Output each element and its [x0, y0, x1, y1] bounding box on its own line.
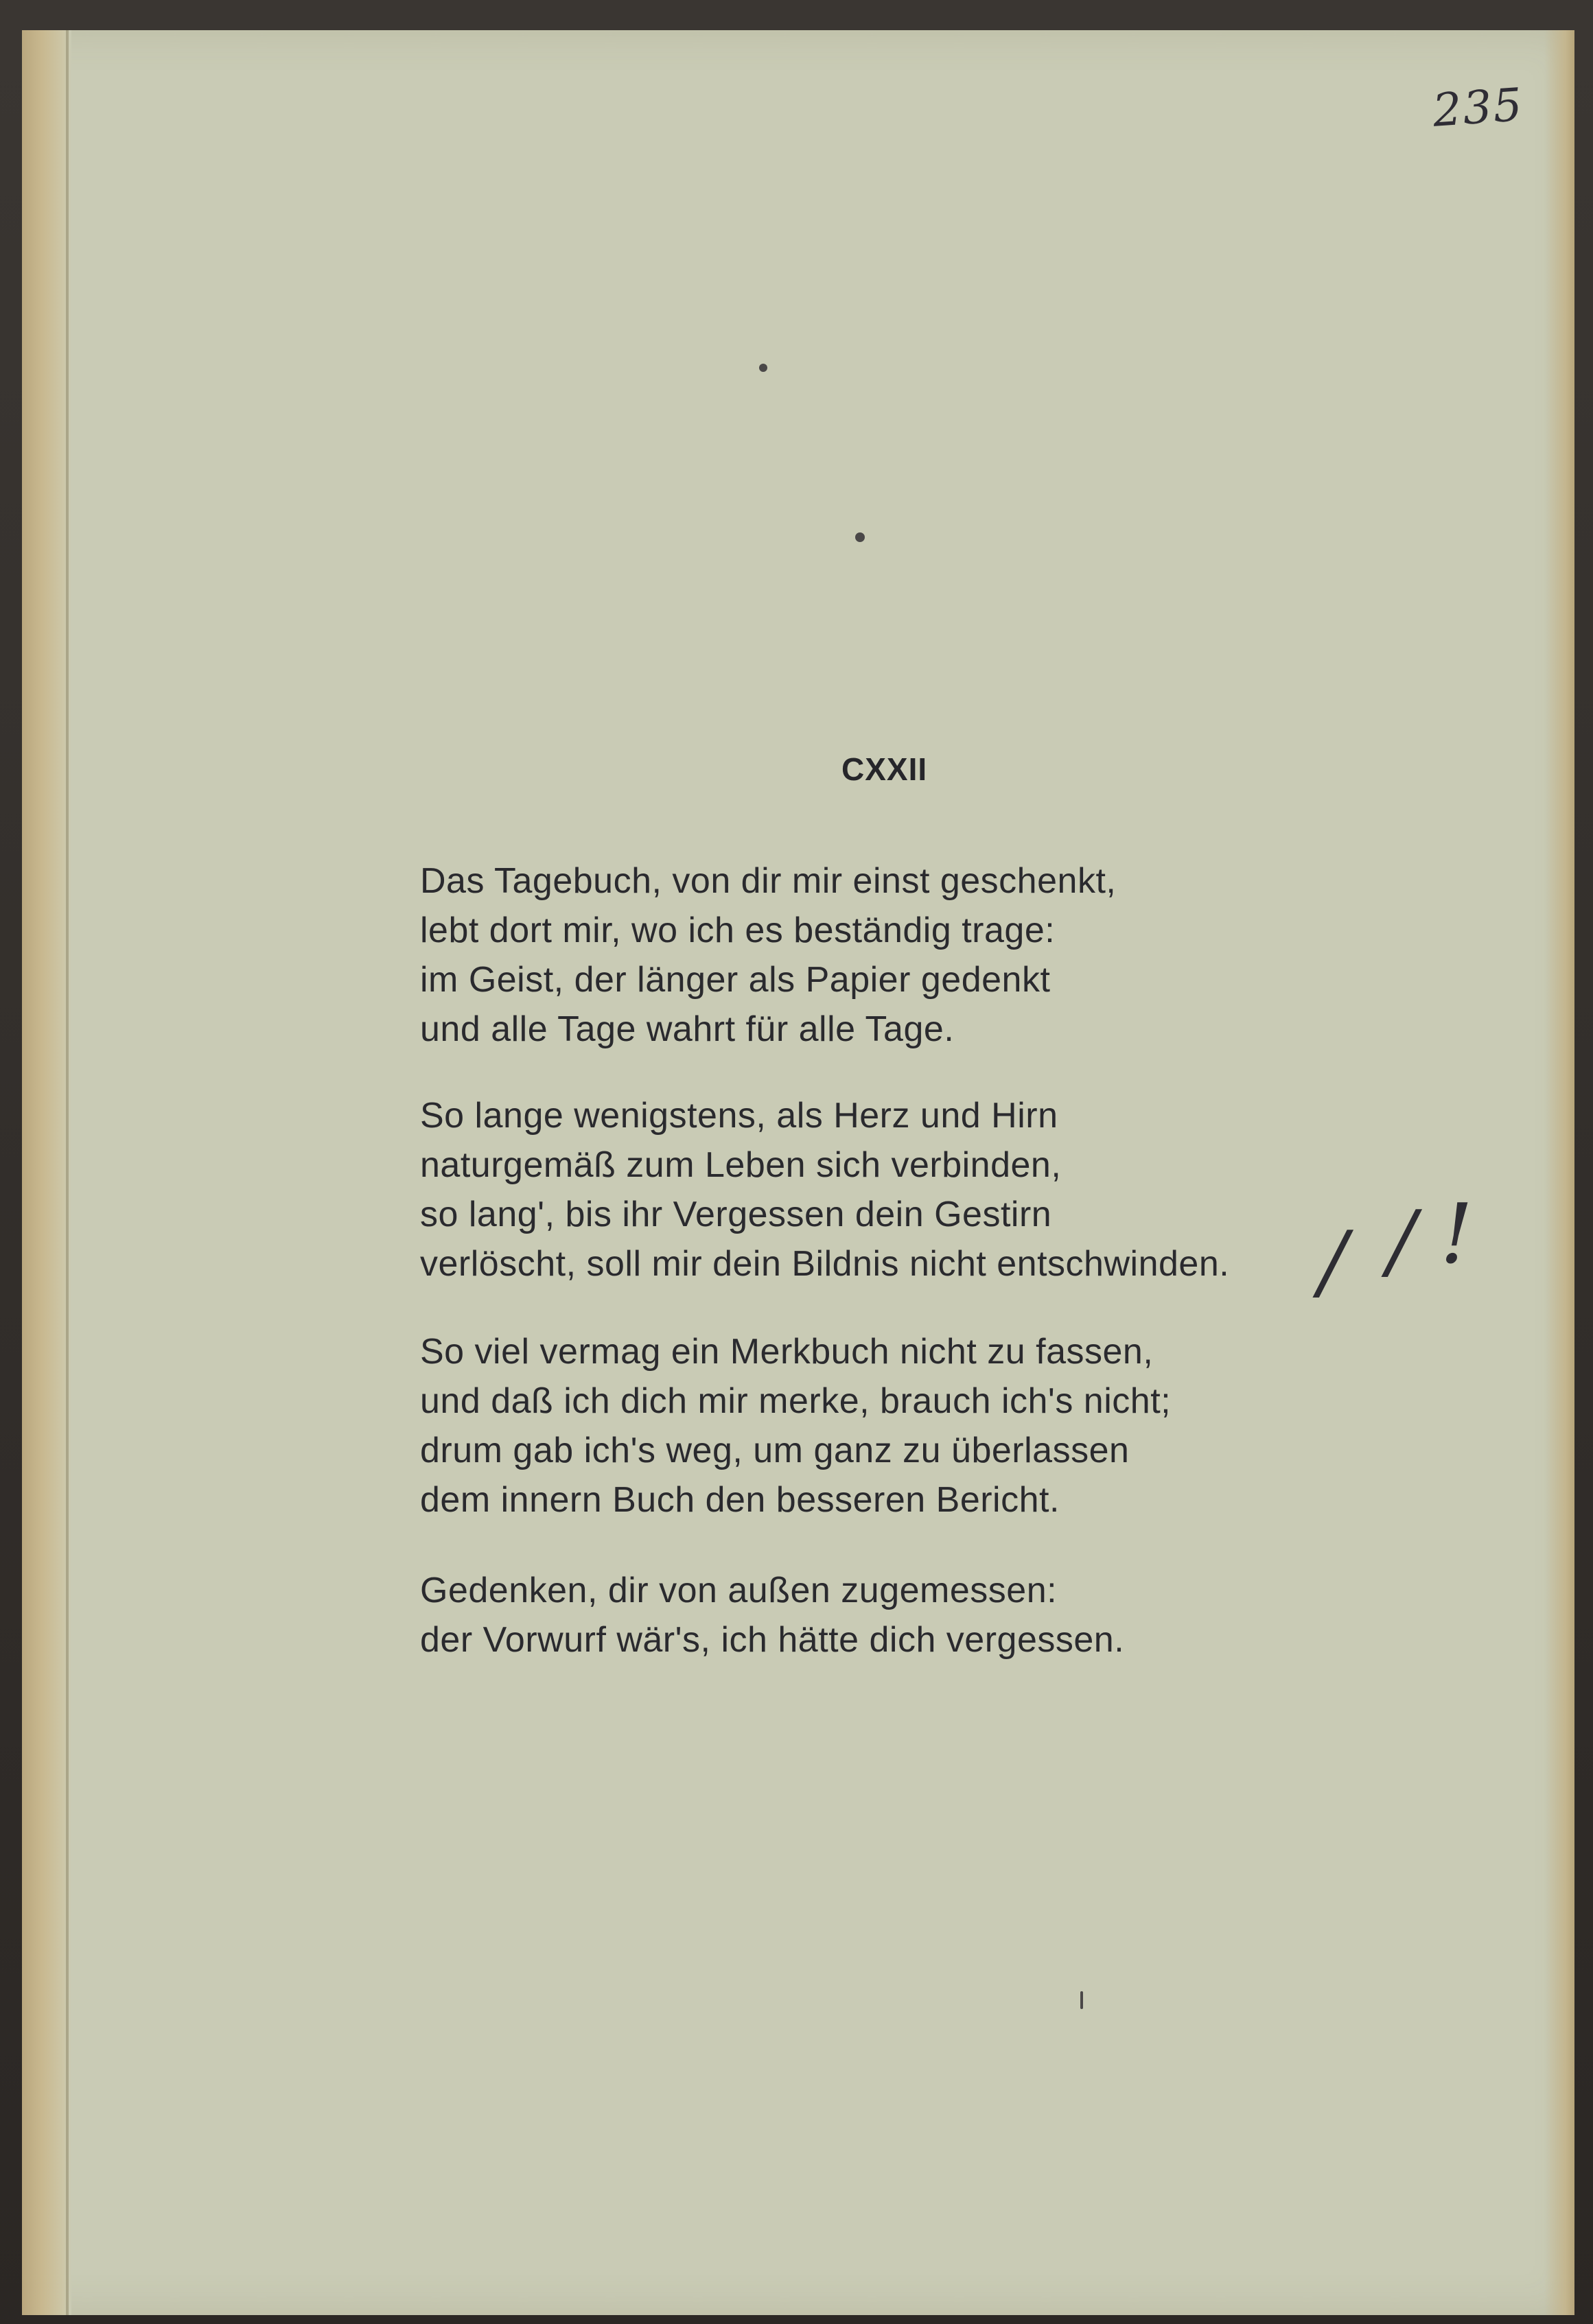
poem-line: So viel vermag ein Merkbuch nicht zu fassen, — [420, 1332, 1154, 1372]
margin-slash-mark: / — [1319, 1214, 1347, 1310]
margin-exclamation-mark: ! — [1440, 1187, 1474, 1282]
poem-line: lebt dort mir, wo ich es beständig trage: — [420, 911, 1056, 950]
page-gutter — [22, 30, 71, 2315]
handwritten-page-number: 235 — [1431, 78, 1526, 137]
poem-line: so lang', bis ihr Vergessen dein Gestirn — [420, 1195, 1052, 1234]
poem-line: naturgemäß zum Leben sich verbinden, — [420, 1145, 1062, 1185]
stanza-3 — [420, 1327, 1312, 1525]
ink-speck — [1080, 1991, 1083, 2009]
poem-line: verlöscht, soll mir dein Bildnis nicht entschwinden. — [420, 1244, 1230, 1284]
poem-line: im Geist, der länger als Papier gedenkt — [420, 960, 1051, 1000]
poem-line: drum gab ich's weg, um ganz zu überlassen — [420, 1431, 1130, 1470]
margin-slash-mark: / — [1388, 1194, 1416, 1289]
poem-line: dem innern Buch den besseren Bericht. — [420, 1480, 1060, 1520]
poem-line: So lange wenigstens, als Herz und Hirn — [420, 1096, 1058, 1136]
poem-line: und alle Tage wahrt für alle Tage. — [420, 1009, 955, 1049]
stanza-4 — [420, 1566, 1312, 1665]
poem-line: der Vorwurf wär's, ich hätte dich vergessen. — [420, 1620, 1125, 1660]
ink-speck — [855, 532, 865, 542]
ink-speck — [759, 364, 767, 372]
poem-line: Gedenken, dir von außen zugemessen: — [420, 1571, 1058, 1610]
gutter-fold-line — [66, 30, 69, 2315]
stanza-1 — [420, 856, 1312, 1054]
page-right-edge — [1544, 30, 1574, 2315]
poem-title: CXXII — [841, 751, 928, 787]
stanza-2 — [420, 1091, 1312, 1289]
poem-line: Das Tagebuch, von dir mir einst geschenkt, — [420, 861, 1117, 901]
poem-line: und daß ich dich mir merke, brauch ich's nicht; — [420, 1381, 1172, 1421]
